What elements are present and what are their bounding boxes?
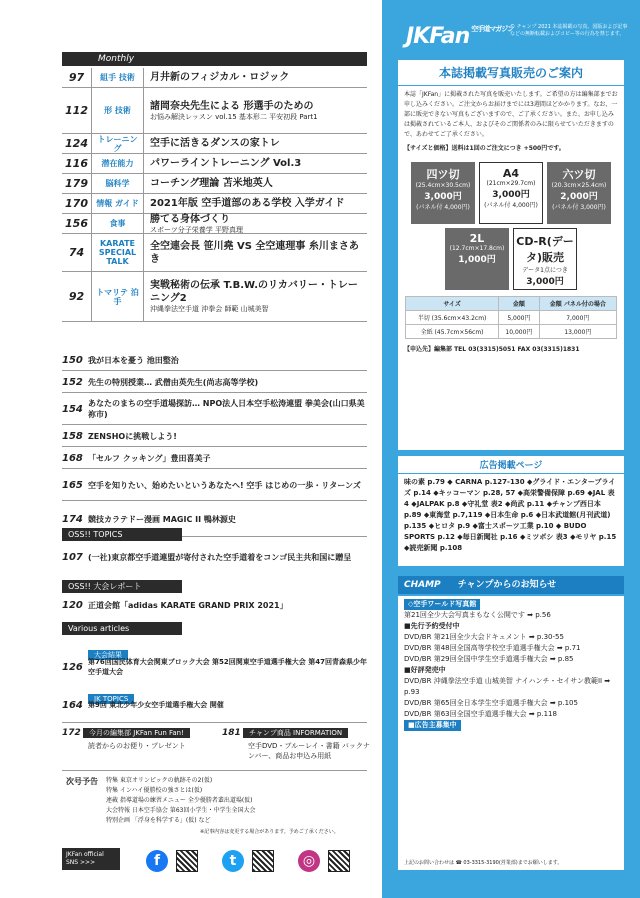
item-page: 168 (62, 452, 83, 464)
apply-contact: 【申込先】編集部 TEL 03(3315)5051 FAX 03(3315)1831 (404, 346, 580, 353)
table-row (406, 325, 617, 339)
toc-category: トマリテ 泊手 (92, 272, 144, 321)
articles-header: Various articles (62, 622, 182, 635)
champ-notes (398, 596, 624, 734)
topics-item[interactable]: 107 (一社)東京都空手道連盟が寄付された空手道着をコンゴ民主共和国に贈呈 (62, 551, 352, 563)
item-title: ZENSHOに挑戦しよう! (88, 431, 177, 441)
report-item[interactable]: 120 正道会館「adidas KARATE GRAND PRIX 2021」 (62, 599, 288, 611)
table-header: サイズ (406, 297, 499, 311)
divider (62, 424, 367, 425)
next-issue-list (106, 776, 366, 826)
size-option: 四ツ切 (25.4cm×30.5cm) 3,000円 (パネル付 4,000円) (411, 162, 475, 224)
toc-page: 74 (62, 234, 92, 271)
toc-row[interactable] (62, 88, 367, 134)
champ-note: DVD/BR 第48回全国高等学校空手道選手権大会 ➡ p.71 (404, 644, 581, 652)
toc-category: KARATE SPECIAL TALK (92, 234, 144, 271)
toc-row[interactable] (62, 68, 367, 88)
next-issue-label: 次号予告 (66, 777, 98, 786)
divider (62, 468, 367, 469)
champ-note: ■先行予約受付中 (404, 622, 460, 630)
toc-title: 空手に活きるダンスの家トレ (150, 138, 280, 149)
size-option: CD-R(データ)販売 データ1点につき 3,000円 (513, 228, 577, 290)
qr-code (328, 850, 350, 872)
topics-header: OSS!! TOPICS (62, 528, 182, 541)
right-column (382, 0, 640, 898)
table-cell: 7,000円 (539, 311, 616, 325)
champ-note: ◇空手ワールド写真館 (404, 599, 480, 610)
tournament-label: 大会結果 (88, 642, 128, 661)
toc-title: パワーライントレーニング Vol.3 (150, 158, 302, 169)
divider (62, 392, 367, 393)
item-title: 競技カラテドー漫画 MAGIC II 鴨林源史 (88, 514, 236, 524)
toc-title: 月井新のフィジカル・ロジック (150, 72, 290, 83)
champ-note: DVD/BR 第65回全日本学生空手道選手権大会 ➡ p.105 (404, 699, 578, 707)
size-option: A4 (21cm×29.7cm) 3,000円 (パネル付 4,000円) (479, 162, 543, 224)
next-issue-item: 特集 インハイ優勝校の強さとは(仮) (106, 787, 203, 794)
toc-row[interactable] (62, 272, 367, 322)
price-table (405, 296, 617, 339)
toc-title: 全空連会長 笹川堯 VS 全空連理事 糸川まさあき (150, 240, 359, 265)
toc-row[interactable] (62, 174, 367, 194)
twitter-icon[interactable]: t (222, 850, 244, 872)
table-row (406, 311, 617, 325)
toc-category: 組手 技術 (92, 68, 144, 87)
toc-page: 112 (62, 88, 92, 133)
toc-row[interactable] (62, 134, 367, 154)
ads-list: 味の素 p.79 ◆ CARNA p.127-130 ◆グライド・エンタープライズ p.14 ◆キッコーマン p.28, 57 ◆高栄警備保障 p.69 ◆JAL 表4 ◆JALPAK p.8 ◆守礼堂 表2 ◆尚武 p.11 ◆チャンプ西日本 p.89 ◆東海堂 p.7,119 ◆日本生命 p.6 ◆日本武道館(月刊武道) p.135 ◆ヒロタ p.9 ◆富士スポーツ工業 p.10 ◆ BUDO SPORTS p.12 ◆毎日新聞社 p.16 ◆ミツボシ 表3 ◆モリヤ p.15 ◆読売新聞 p.108 (404, 478, 617, 552)
info-block[interactable]: 181 チャンプ商品 INFORMATION 空手DVD・ブルーレイ・書籍 バックナンバー、商品お申込み用紙 (222, 728, 370, 760)
toc-title: 実戦秘術の伝承 T.B.W.のリカバリー・トレーニング2 沖縄拳法空手道 沖拳会 師範 山城美智 (150, 280, 358, 313)
champ-note: ■広告主募集中 (404, 720, 461, 731)
champ-note: DVD/BR 沖縄拳法空手道 山城美智 ナイハンチ・セイサン教範II ➡ p.93 (404, 677, 611, 696)
champ-note: DVD/BR 第63回全国空手道選手権大会 ➡ p.118 (404, 710, 557, 718)
qr-code (252, 850, 274, 872)
tournament-item[interactable]: 126 第76回国民体育大会関東ブロック大会 第52回関東空手道選手権大会 第47回青森県少年空手道大会 (62, 658, 367, 676)
toc-page: 124 (62, 134, 92, 153)
monthly-toc (62, 68, 367, 322)
size-options (398, 158, 624, 294)
ads-panel (398, 456, 624, 566)
item-page: 152 (62, 376, 83, 388)
table-cell: 13,000円 (539, 325, 616, 339)
champ-note: DVD/BR 第29回全国中学生空手道選手権大会 ➡ p.85 (404, 655, 574, 663)
champ-header: CHAMP チャンプからのお知らせ (398, 576, 624, 594)
toc-row[interactable] (62, 234, 367, 272)
toc-title: 勝てる身体づくり スポーツ分子栄養学 平野真理 (150, 213, 243, 234)
monthly-header: Monthly (62, 52, 367, 66)
report-header: OSS!! 大会レポート (62, 580, 182, 593)
toc-title: 諸岡奈央先生による 形選手のための お悩み解決レッスン vol.15 基本形二 平安初段 Part1 (150, 100, 318, 121)
toc-page: 179 (62, 174, 92, 193)
qr-code (176, 850, 198, 872)
divider (62, 770, 367, 771)
toc-page: 116 (62, 154, 92, 173)
toc-row[interactable] (62, 214, 367, 234)
champ-note: DVD/BR 第21回全少大会ドキュメント ➡ p.30-55 (404, 633, 564, 641)
table-header: 金額 (499, 297, 539, 311)
next-issue-item: 特別企画 「浮身を科学する」(仮) など (106, 817, 211, 824)
size-option: 2L (12.7cm×17.8cm) 1,000円 (445, 228, 509, 290)
next-issue-item: 連載 指導道場の練習メニュー 全少優勝者輩出道場(仮) (106, 797, 253, 804)
photo-sales-panel (398, 60, 624, 450)
instagram-icon[interactable]: ◎ (298, 850, 320, 872)
item-title: 先生の特別授業… 武僧由英先生(尚志高等学校) (88, 377, 259, 387)
toc-category: 情報 ガイド (92, 194, 144, 213)
item-page: 165 (62, 479, 83, 491)
toc-page: 170 (62, 194, 92, 213)
copyright: © チャンプ 2021 本誌掲載の写真、図版および記事などの無断転載およびコピー等の行為を禁じます。 (510, 24, 628, 37)
table-cell: 半切 (35.6cm×43.2cm) (406, 311, 499, 325)
table-cell: 5,000円 (499, 311, 539, 325)
size-option: 六ツ切 (20.3cm×25.4cm) 2,000円 (パネル付 3,000円) (547, 162, 611, 224)
next-issue-item: 大会特報 日本空手協会 第63回小学生・中学生全国大会 (106, 807, 256, 814)
list-item[interactable] (62, 396, 367, 422)
champ-note: ■好評発売中 (404, 666, 446, 674)
toc-row[interactable] (62, 194, 367, 214)
notice: ※記事内容は変更する場合があります。予めご了承ください。 (200, 829, 339, 835)
toc-page: 156 (62, 214, 92, 233)
toc-category: 形 技術 (92, 88, 144, 133)
toc-category: 食事 (92, 214, 144, 233)
jk-topics-item[interactable]: 164 第9回 東北少年少女空手道選手権大会 開催 (62, 699, 224, 711)
toc-category: 潜在能力 (92, 154, 144, 173)
divider (62, 500, 367, 501)
table-cell: 10,000円 (499, 325, 539, 339)
item-page: 174 (62, 513, 83, 525)
jk-topics-label: JK TOPICS (88, 686, 134, 705)
champ-note: 第21回全少大会写真まもなく公開です ➡ p.56 (404, 611, 551, 619)
photo-sales-text: 本誌「JKFan」に掲載された写真を販売いたします。ご希望の方は編集部までお申し込みください。ご注文からお届けまでには3週間ほどかかります。なお、一部に販売できない写真もございますので、ご了承ください。また、お申し込みは掲載されているご本人、およびそのご関係者のみに限らせていただきますので、あわせてご了承ください。 (404, 91, 618, 138)
table-cell: 全紙 (45.7cm×56cm) (406, 325, 499, 339)
jkfan-logo: JKFan $^{空手道マガジン}$ (406, 24, 514, 49)
item-title: 「セルフ クッキング」豊田喜美子 (88, 453, 211, 463)
facebook-icon[interactable]: f (146, 850, 168, 872)
ad-contact: 上記のお問い合わせは ☎ 03-3315-3190(営業部)までお願いします。 (404, 860, 563, 866)
toc-title: 2021年版 空手道部のある学校 入学ガイド (150, 198, 345, 209)
price-title: 【サイズと価格】送料は1回のご注文につき +500円です。 (404, 145, 565, 152)
divider (62, 370, 367, 371)
gift-block[interactable]: 172 今月の編集部 JKFan Fun Fan! 読者からのお便り・プレゼント (62, 728, 212, 751)
item-title: あなたのまちの空手道場探訪… NPO法人日本空手松涛連盟 拳美会(山口県美祢市) (88, 399, 365, 419)
item-page: 158 (62, 430, 83, 442)
divider (62, 446, 367, 447)
item-title: 空手を知りたい、始めたいというあなたへ! 空手 はじめの一歩・リターンズ (88, 480, 361, 490)
next-issue-item: 特集 東京オリンピックの軌跡その2(仮) (106, 777, 213, 784)
list-item[interactable] (62, 450, 367, 466)
toc-category: 脳科学 (92, 174, 144, 193)
ads-title: 広告掲載ページ (398, 456, 624, 474)
sns-label: JKFan official SNS >>> (62, 848, 120, 870)
photo-sales-title: 本誌掲載写真販売のご案内 (398, 60, 624, 86)
list-item[interactable] (62, 428, 367, 444)
list-item[interactable] (62, 472, 367, 498)
divider (62, 722, 367, 723)
item-page: 154 (62, 403, 83, 415)
list-item[interactable] (62, 374, 367, 390)
toc-page: 92 (62, 272, 92, 321)
item-title: 我が日本を憂う 池田整治 (88, 355, 179, 365)
toc-category: トレーニング (92, 134, 144, 153)
toc-title: コーチング理論 苫米地英人 (150, 178, 273, 189)
item-page: 150 (62, 354, 83, 366)
table-header: 金額 パネル付の場合 (539, 297, 616, 311)
champ-notes-panel (398, 596, 624, 870)
toc-page: 97 (62, 68, 92, 87)
toc-row[interactable] (62, 154, 367, 174)
list-item[interactable] (62, 352, 367, 368)
